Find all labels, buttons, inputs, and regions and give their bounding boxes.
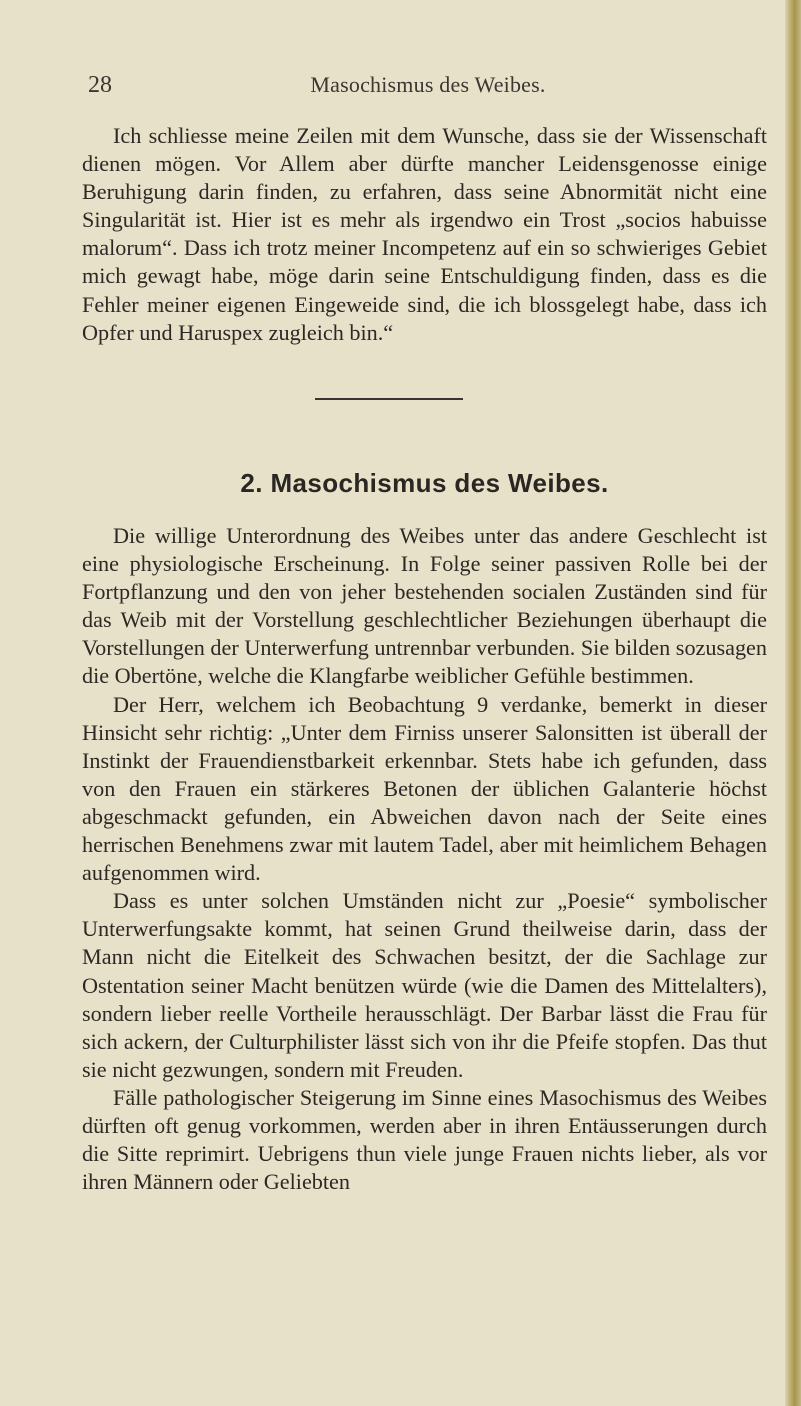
running-head (88, 72, 768, 104)
body-paragraph: Der Herr, welchem ich Beobachtung 9 verdanke, bemerkt in dieser Hinsicht sehr richtig: „Unter dem Firniss unserer Salonsitten ist überall der Instinkt der Frauendienstbarkeit erkennbar. Stets habe ich gefunden, dass von den Frauen ein stärkeres Betonen der üblichen Galanterie höchst abgeschmackt gefunden, ein Abweichen davon nach der Seite eines herrischen Benehmens zwar mit lautem Tadel, aber mit heimlichem Behagen aufgenommen wird. (82, 691, 767, 886)
section-heading: 2. Masochismus des Weibes. (240, 468, 609, 498)
section-body (82, 522, 767, 1196)
body-paragraph: Dass es unter solchen Umständen nicht zur „Poesie“ symbolischer Unterwerfungsakte kommt, hat seinen Grund theilweise darin, dass der Mann nicht die Eitelkeit des Schwachen besitzt, der die Sachlage zur Ostentation seiner Macht benützen würde (wie die Damen des Mittelalters), sondern lieber reelle Vortheile herausschlägt. Der Barbar lässt die Frau für sich ackern, der Culturphilister lässt sich von ihr die Pfeife stopfen. Das thut sie nicht gezwungen, sondern mit Freuden. (82, 888, 767, 1082)
intro-text (82, 122, 767, 347)
page-edge (785, 0, 801, 1406)
body-paragraph: Fälle pathologischer Steigerung im Sinne eines Masochismus des Weibes dürften oft genug vorkommen, werden aber in ihren Entäusserungen durch die Sitte reprimirt. Uebrigens thun viele junge Frauen nichts lieber, als vor ihren Männern oder Geliebten (82, 1084, 767, 1195)
page-number: 28 (88, 72, 112, 98)
running-title: Masochismus des Weibes. (310, 72, 546, 97)
intro-paragraph: Ich schliesse meine Zeilen mit dem Wunsche, dass sie der Wissenschaft dienen mögen. Vor Allem aber dürfte mancher Leidensgenosse einige Beruhigung darin finden, zu erfahren, dass seine Abnormität nicht eine Singularität ist. Hier ist es mehr als irgendwo ein Trost „socios habuisse malorum“. Dass ich trotz meiner Incompetenz auf ein so schwieriges Gebiet mich gewagt habe, möge darin seine Entschuldigung finden, dass es die Fehler meiner eigenen Eingeweide sind, die ich blossgelegt habe, dass ich Opfer und Haruspex zugleich bin.“ (82, 123, 767, 345)
body-paragraph: Die willige Unterordnung des Weibes unter das andere Geschlecht ist eine physiologische Erscheinung. In Folge seiner passiven Rolle bei der Fortpflanzung und den von jeher bestehenden socialen Zuständen sind für das Weib mit der Vorstellung geschlechtlicher Beziehungen überhaupt die Vorstellungen der Unterwerfung untrennbar verbunden. Sie bilden sozusagen die Obertöne, welche die Klangfarbe weiblicher Gefühle bestimmen. (82, 523, 767, 689)
section-divider (315, 398, 463, 400)
